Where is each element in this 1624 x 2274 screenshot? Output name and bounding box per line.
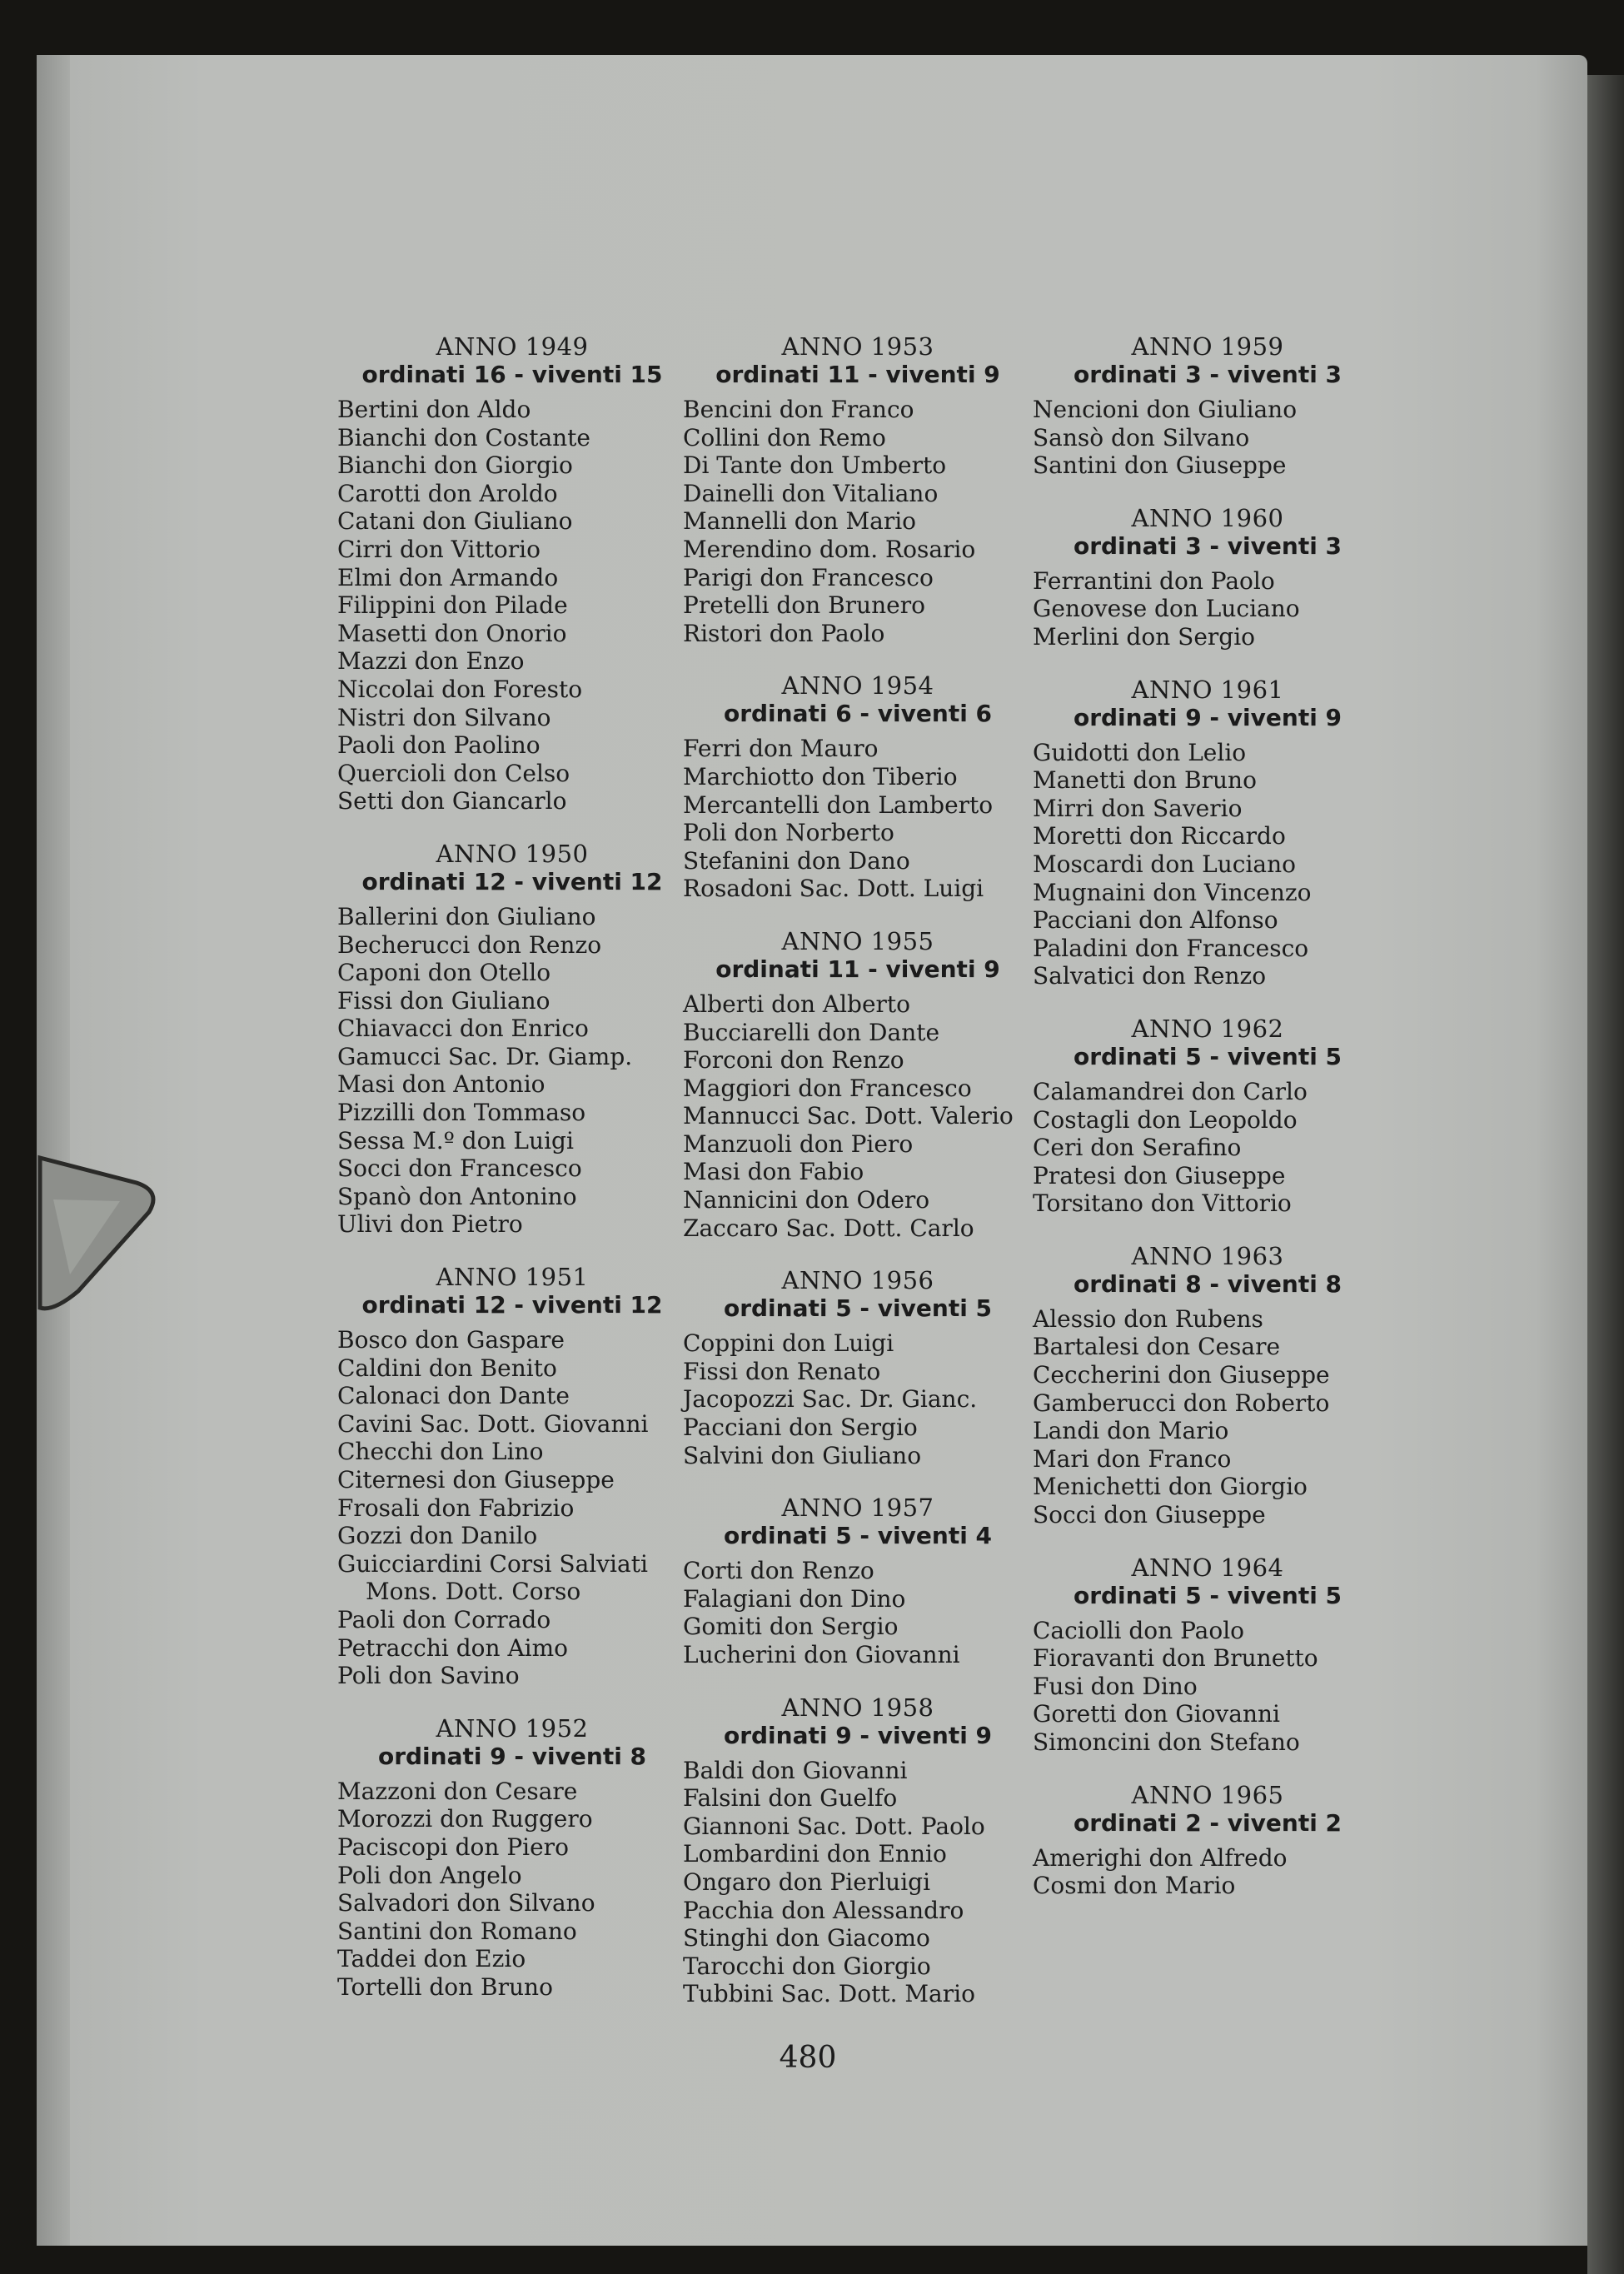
name-list — [1033, 739, 1382, 990]
year-block — [1033, 505, 1382, 651]
year-block — [1033, 1243, 1382, 1529]
name-list — [1033, 1617, 1382, 1757]
priest-name: Di Tante don Umberto — [683, 451, 947, 480]
year-heading: ANNO 1961 — [1131, 675, 1284, 704]
priest-name: Sansò don Silvano — [1033, 423, 1250, 451]
priest-name: Taddei don Ezio — [337, 1945, 526, 1973]
ordination-counts: ordinati 5 - viventi 4 — [723, 1522, 993, 1550]
name-list — [337, 396, 687, 815]
year-block — [683, 672, 1033, 903]
priest-name: Merendino dom. Rosario — [683, 535, 976, 563]
name-list — [683, 1329, 1033, 1469]
priest-name: Menichetti don Giorgio — [1033, 1473, 1308, 1501]
priest-name: Moscardi don Luciano — [1033, 850, 1296, 878]
priest-name: Paoli don Paolino — [337, 731, 541, 760]
year-heading: ANNO 1954 — [781, 671, 934, 701]
priest-name: Citernesi don Giuseppe — [337, 1466, 615, 1494]
year-heading: ANNO 1958 — [781, 1693, 934, 1722]
priest-name: Calamandrei don Carlo — [1033, 1077, 1308, 1105]
priest-name: Nencioni don Giuliano — [1033, 396, 1298, 423]
year-heading: ANNO 1949 — [436, 332, 589, 361]
priest-name: Salvadori don Silvano — [337, 1889, 595, 1917]
priest-name: Ferri don Mauro — [683, 735, 879, 763]
priest-name: Ceri don Serafino — [1033, 1134, 1242, 1162]
priest-name: Carotti don Aroldo — [337, 479, 558, 507]
year-heading: ANNO 1956 — [781, 1266, 934, 1295]
priest-name: Frosali don Fabrizio — [337, 1494, 575, 1522]
year-heading: ANNO 1962 — [1131, 1014, 1284, 1043]
name-list — [337, 1326, 687, 1690]
priest-name: Bucciarelli don Dante — [683, 1018, 940, 1046]
priest-name: Pratesi don Giuseppe — [1033, 1161, 1286, 1189]
priest-name: Sessa M.º don Luigi — [337, 1126, 574, 1154]
priest-name: Merlini don Sergio — [1033, 622, 1256, 651]
priest-name: Landi don Mario — [1033, 1417, 1229, 1445]
priest-name: Bencini don Franco — [683, 396, 914, 423]
priest-name: Goretti don Giovanni — [1033, 1700, 1280, 1728]
priest-name: Fioravanti don Brunetto — [1033, 1644, 1318, 1673]
year-block — [683, 928, 1033, 1242]
priest-name: Chiavacci don Enrico — [337, 1015, 589, 1043]
priest-name: Stefanini don Dano — [683, 846, 910, 875]
ordination-counts: ordinati 6 - viventi 6 — [723, 700, 993, 728]
priest-name: Mazzi don Enzo — [337, 647, 525, 676]
priest-name: Becherucci don Renzo — [337, 930, 602, 959]
year-block — [683, 333, 1033, 647]
priest-name: Amerighi don Alfredo — [1033, 1843, 1288, 1872]
priest-name: Bertini don Aldo — [337, 396, 531, 423]
priest-name: Morozzi don Ruggero — [337, 1805, 593, 1833]
ordination-counts: ordinati 16 - viventi 15 — [361, 361, 663, 388]
name-list — [1033, 1078, 1382, 1218]
priest-name: Filippini don Pilade — [337, 591, 568, 620]
binding-edge — [1587, 75, 1624, 2274]
priest-name: Maggiori don Francesco — [683, 1074, 972, 1102]
priest-name: Masi don Fabio — [683, 1158, 864, 1186]
priest-name: Pretelli don Brunero — [683, 591, 925, 620]
priest-name: Manetti don Bruno — [1033, 766, 1257, 795]
paper-clip-tab — [37, 1149, 170, 1316]
priest-name: Moretti don Riccardo — [1033, 822, 1286, 850]
priest-name: Tarocchi don Giorgio — [683, 1952, 931, 1980]
priest-name: Nannicini don Odero — [683, 1186, 930, 1214]
priest-name: Setti don Giancarlo — [337, 787, 567, 815]
priest-name: Bianchi don Costante — [337, 423, 590, 451]
name-list — [683, 1757, 1033, 2008]
priest-name: Giannoni Sac. Dott. Paolo — [683, 1812, 985, 1840]
year-heading: ANNO 1951 — [436, 1263, 589, 1292]
year-block — [683, 1694, 1033, 2008]
priest-name: Niccolai don Foresto — [337, 675, 583, 703]
priest-name: Alberti don Alberto — [683, 990, 911, 1018]
year-heading: ANNO 1950 — [436, 839, 589, 868]
priest-name: Socci don Francesco — [337, 1154, 582, 1183]
priest-name: Mons. Dott. Corso — [366, 1578, 581, 1606]
ordination-counts: ordinati 3 - viventi 3 — [1073, 531, 1343, 560]
priest-name: Cirri don Vittorio — [337, 535, 541, 563]
year-block — [1033, 333, 1382, 480]
year-heading: ANNO 1965 — [1131, 1780, 1284, 1809]
priest-name: Salvatici don Renzo — [1033, 962, 1267, 990]
year-heading: ANNO 1952 — [436, 1713, 589, 1743]
name-list — [1033, 396, 1382, 480]
year-block — [337, 1715, 687, 2002]
priest-name: Ballerini don Giuliano — [337, 902, 596, 930]
priest-name: Simoncini don Stefano — [1033, 1728, 1300, 1756]
priest-name: Pacchia don Alessandro — [683, 1896, 964, 1924]
priest-name: Spanò don Antonino — [337, 1182, 577, 1210]
priest-name: Guicciardini Corsi Salviati — [337, 1549, 648, 1578]
priest-name: Catani don Giuliano — [337, 507, 573, 536]
priest-name: Zaccaro Sac. Dott. Carlo — [683, 1214, 974, 1242]
ordination-counts: ordinati 3 - viventi 3 — [1073, 361, 1343, 388]
priest-name: Caciolli don Paolo — [1033, 1616, 1245, 1644]
priest-name: Gamberucci don Roberto — [1033, 1389, 1330, 1417]
priest-name: Cavini Sac. Dott. Giovanni — [337, 1409, 649, 1438]
year-heading: ANNO 1953 — [781, 332, 934, 361]
priest-name: Bosco don Gaspare — [337, 1326, 565, 1354]
priest-name: Ongaro don Pierluigi — [683, 1868, 931, 1896]
priest-name: Santini don Romano — [337, 1917, 577, 1945]
ordination-counts: ordinati 9 - viventi 9 — [723, 1721, 993, 1749]
ordination-counts: ordinati 12 - viventi 12 — [361, 1291, 663, 1319]
year-block — [683, 1494, 1033, 1668]
priest-name: Caldini don Benito — [337, 1354, 557, 1382]
year-heading: ANNO 1957 — [781, 1494, 934, 1523]
ordination-counts: ordinati 9 - viventi 9 — [1073, 703, 1343, 731]
priest-name: Gomiti don Sergio — [683, 1613, 899, 1641]
name-list — [683, 990, 1033, 1242]
priest-name: Ristori don Paolo — [683, 619, 885, 647]
priest-name: Falagiani don Dino — [683, 1584, 906, 1613]
priest-name: Fissi don Giuliano — [337, 986, 550, 1015]
ordination-counts: ordinati 9 - viventi 8 — [377, 1742, 647, 1770]
priest-name: Dainelli don Vitaliano — [683, 479, 939, 507]
ordination-counts: ordinati 5 - viventi 5 — [1073, 1581, 1343, 1609]
priest-name: Mannucci Sac. Dott. Valerio — [683, 1102, 1014, 1130]
name-list — [337, 903, 687, 1239]
year-block — [1033, 1554, 1382, 1757]
priest-name: Manzuoli don Piero — [683, 1130, 914, 1158]
priest-name: Mugnaini don Vincenzo — [1033, 878, 1312, 906]
priest-name: Santini don Giuseppe — [1033, 451, 1287, 480]
priest-name: Poli don Norberto — [683, 819, 894, 847]
priest-name: Pacciani don Sergio — [683, 1414, 918, 1442]
priest-name: Cosmi don Mario — [1033, 1872, 1236, 1900]
name-list — [683, 735, 1033, 903]
year-block — [1033, 1782, 1382, 1900]
priest-name: Coppini don Luigi — [683, 1329, 894, 1358]
priest-name: Ulivi don Pietro — [337, 1210, 523, 1239]
column-1 — [337, 333, 687, 2027]
ordination-counts: ordinati 12 - viventi 12 — [361, 867, 663, 895]
ordination-counts: ordinati 5 - viventi 5 — [1073, 1042, 1343, 1070]
name-list — [1033, 1844, 1382, 1900]
priest-name: Parigi don Francesco — [683, 563, 934, 591]
priest-name: Lucherini don Giovanni — [683, 1641, 960, 1668]
priest-name: Gozzi don Danilo — [337, 1522, 538, 1550]
priest-name: Mirri don Saverio — [1033, 794, 1243, 822]
priest-name: Tortelli don Bruno — [337, 1972, 553, 2001]
year-block — [1033, 1015, 1382, 1218]
priest-name: Paciscopi don Piero — [337, 1833, 569, 1861]
column-2 — [683, 333, 1033, 2033]
name-list — [683, 396, 1033, 647]
name-list — [683, 1557, 1033, 1668]
priest-name: Torsitano don Vittorio — [1033, 1189, 1292, 1218]
column-3 — [1033, 333, 1382, 1925]
year-heading: ANNO 1959 — [1131, 332, 1284, 361]
priest-name: Falsini don Guelfo — [683, 1784, 898, 1813]
priest-name: Salvini don Giuliano — [683, 1441, 922, 1469]
year-heading: ANNO 1960 — [1131, 503, 1284, 532]
ordination-counts: ordinati 11 - viventi 9 — [715, 955, 1000, 983]
priest-name: Petracchi don Aimo — [337, 1633, 569, 1662]
priest-name: Calonaci don Dante — [337, 1382, 570, 1410]
priest-name: Gamucci Sac. Dr. Giamp. — [337, 1042, 633, 1070]
priest-name: Mannelli don Mario — [683, 507, 917, 536]
priest-name: Poli don Angelo — [337, 1861, 522, 1889]
priest-name: Rosadoni Sac. Dott. Luigi — [683, 875, 984, 903]
priest-name: Jacopozzi Sac. Dr. Gianc. — [683, 1385, 978, 1414]
ordination-counts: ordinati 8 - viventi 8 — [1073, 1269, 1343, 1298]
priest-name: Marchiotto don Tiberio — [683, 762, 958, 790]
priest-name: Ceccherini don Giuseppe — [1033, 1361, 1330, 1389]
priest-name: Quercioli don Celso — [337, 759, 570, 787]
priest-name: Costagli don Leopoldo — [1033, 1105, 1298, 1134]
year-heading: ANNO 1963 — [1131, 1241, 1284, 1270]
priest-name: Bartalesi don Cesare — [1033, 1333, 1281, 1361]
priest-name: Pacciani don Alfonso — [1033, 906, 1278, 935]
ordination-counts: ordinati 5 - viventi 5 — [723, 1294, 993, 1323]
year-block — [337, 840, 687, 1239]
priest-name: Fusi don Dino — [1033, 1672, 1198, 1700]
priest-name: Alessio don Rubens — [1033, 1304, 1263, 1333]
priest-name: Fissi don Renato — [683, 1357, 881, 1385]
priest-name: Pizzilli don Tommaso — [337, 1099, 586, 1127]
year-block — [337, 333, 687, 815]
year-heading: ANNO 1964 — [1131, 1553, 1284, 1582]
priest-name: Poli don Savino — [337, 1662, 520, 1690]
priest-name: Mazzoni don Cesare — [337, 1777, 578, 1805]
priest-name: Forconi don Renzo — [683, 1046, 904, 1075]
year-block — [1033, 676, 1382, 990]
priest-name: Caponi don Otello — [337, 959, 551, 987]
year-heading: ANNO 1955 — [781, 926, 934, 955]
priest-name: Elmi don Armando — [337, 563, 559, 591]
page-number: 480 — [779, 2041, 837, 2075]
priest-name: Guidotti don Lelio — [1033, 738, 1247, 766]
name-list — [1033, 1305, 1382, 1529]
year-block — [683, 1267, 1033, 1469]
priest-name: Mercantelli don Lamberto — [683, 790, 994, 819]
priest-name: Checchi don Lino — [337, 1438, 544, 1466]
year-block — [337, 1264, 687, 1690]
ordination-counts: ordinati 2 - viventi 2 — [1073, 1808, 1343, 1837]
priest-name: Nistri don Silvano — [337, 703, 551, 731]
priest-name: Collini don Remo — [683, 423, 886, 451]
priest-name: Genovese don Luciano — [1033, 595, 1300, 623]
priest-name: Masi don Antonio — [337, 1070, 545, 1099]
priest-name: Stinghi don Giacomo — [683, 1924, 930, 1952]
name-list — [337, 1778, 687, 2002]
priest-name: Lombardini don Ennio — [683, 1840, 947, 1868]
ordination-counts: ordinati 11 - viventi 9 — [715, 361, 1000, 388]
priest-name: Corti don Renzo — [683, 1557, 874, 1585]
name-list — [1033, 567, 1382, 651]
priest-name: Ferrantini don Paolo — [1033, 566, 1275, 595]
priest-name: Tubbini Sac. Dott. Mario — [683, 1980, 975, 2008]
priest-name: Masetti don Onorio — [337, 619, 567, 647]
priest-name: Mari don Franco — [1033, 1444, 1232, 1473]
priest-name: Baldi don Giovanni — [683, 1756, 908, 1784]
priest-name: Bianchi don Giorgio — [337, 451, 573, 480]
priest-name: Paladini don Francesco — [1033, 934, 1309, 962]
priest-name: Paoli don Corrado — [337, 1605, 551, 1633]
priest-name: Socci don Giuseppe — [1033, 1501, 1266, 1529]
